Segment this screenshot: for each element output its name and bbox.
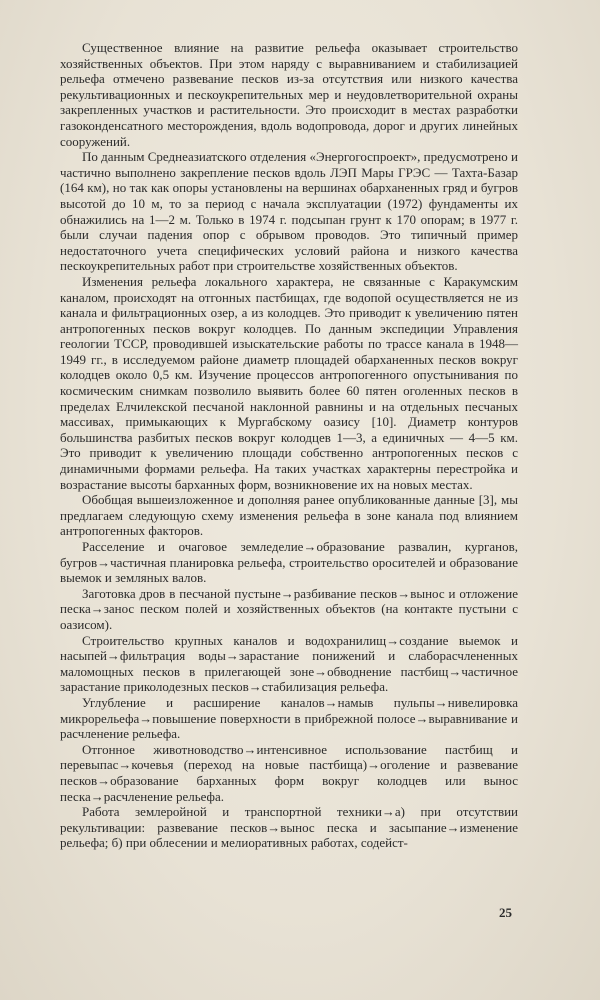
page-number: 25 bbox=[499, 905, 512, 920]
paragraph-livestock: Отгонное животноводство→интенсивное использование пастбищ и перевыпас→кочевья (переход на новые пастбища)→оголение и развевание песков→образование барханных форм вокруг колодцев или вынос песка→расчленение рельефа. bbox=[60, 741, 518, 804]
paragraph-firewood: Заготовка дров в песчаной пустыне→разбивание песков→вынос и отложение песка→занос песком полей и хозяйственных объектов (на контакте пустыни с оазисом). bbox=[60, 585, 518, 632]
paragraph-settlement: Расселение и очаговое земледелие→образование развалин, курганов, бугров→частичная планировка рельефа, строительство оросителей и образование выемок и земляных валов. bbox=[60, 539, 518, 586]
paragraph-canal-construction: Строительство крупных каналов и водохранилищ→создание выемок и насыпей→фильтрация воды→зарастание понижений и слаборасчлененных маломощных песков в прилегающей зоне→обводнение пастбищ→частичное зарастание приколодезных песков→стабилизация рельефа. bbox=[60, 632, 518, 695]
body-text bbox=[60, 40, 518, 851]
paragraph-construction-impact: Существенное влияние на развитие рельефа оказывает строительство хозяйственных объектов. При этом наряду с выравниванием и стабилизацией рельефа отмечено развевание песков из-за отсутствия или низкого качества рекультивационных и пескоукрепительных мер и неудовлетворительной охраны закрепленных участков и растительности. Это происходит в местах разработки газоконденсатного месторождения, вдоль водопровода, дорог и других линейных сооружений. bbox=[60, 40, 518, 149]
paragraph-scheme-intro: Обобщая вышеизложенное и дополняя ранее опубликованные данные [3], мы предлагаем следующую схему изменения рельефа в зоне канала под влиянием антропогенных факторов. bbox=[60, 492, 518, 539]
paragraph-local-relief-changes: Изменения рельефа локального характера, не связанные с Каракумским каналом, происходят на отгонных пастбищах, где водопой осуществляется не из канала и фильтрационных озер, а из колодцев. Это приводит к увеличению пятен антропогенных песков вокруг колодцев. По данным экспедиции Управления геологии ТССР, проводившей изыскательские работы по трассе канала в 1948—1949 гг., в исследуемом районе диаметр площадей обарханенных песков вокруг колодцев около 0,5 км. Изучение процессов антропогенного опустынивания по космическим снимкам позволило выявить более 60 пятен оголенных песков в пределах Елчилекской песчаной наклонной равнины и на отдельных песчаных массивах, примыкающих к Мургабскому оазису [10]. Диаметр контуров большинства разбитых песков вокруг колодцев 1—3, а единичных — 4—5 км. Это приводит к увеличению площади собственно антропогенных песков с динамичными формами рельефа. На таких участках характерны перестройка и возрастание высоты барханных форм, возникновение их на новых местах. bbox=[60, 273, 518, 492]
paragraph-power-line: По данным Среднеазиатского отделения «Энергогоспроект», предусмотрено и частично выполнено закрепление песков вдоль ЛЭП Мары ГРЭС — Тахта-Базар (164 км), но так как опоры установлены на вершинах обарханенных гряд и бугров высотой до 10 м, то за период с начала эксплуатации (1972) фундаменты их обнажились на 1—2 м. Только в 1974 г. подсыпан грунт к 170 опорам; в 1977 г. были случаи падения опор с обрывом проводов. Это типичный пример недостаточного учета специфических условий района и низкого качества пескоукрепительных работ при строительстве хозяйственных объектов. bbox=[60, 149, 518, 274]
paragraph-machinery: Работа землеройной и транспортной техники→а) при отсутствии рекультивации: развевание песков→вынос песка и засыпание→изменение рельефа; б) при облесении и мелиоративных работах, содейст- bbox=[60, 804, 518, 851]
paragraph-canal-deepening: Углубление и расширение каналов→намыв пульпы→нивелировка микрорельефа→повышение поверхности в прибрежной полосе→выравнивание и расчленение рельефа. bbox=[60, 694, 518, 742]
